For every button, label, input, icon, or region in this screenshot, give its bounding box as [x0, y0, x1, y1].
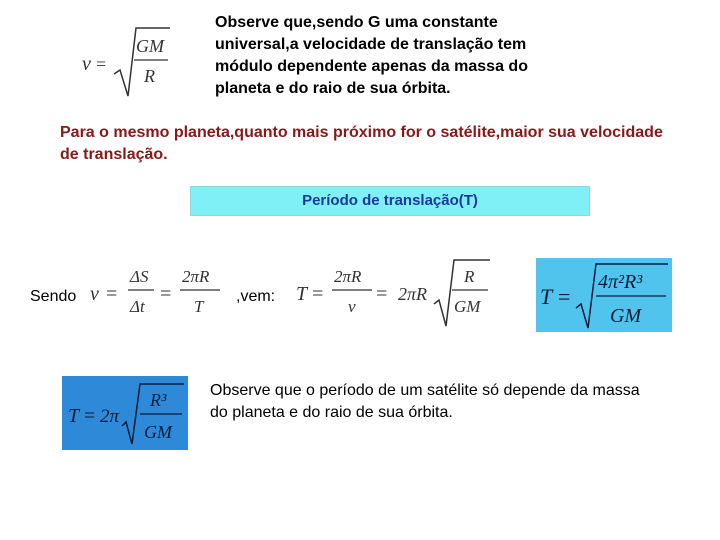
formula-denominator: R	[144, 66, 155, 86]
formula-gm: GM	[144, 422, 172, 442]
formula-two-pi: 2π	[100, 406, 120, 427]
formula-v-symbol: v	[90, 283, 99, 305]
period-simplified-formula-box	[62, 376, 188, 450]
formula-four-pi-squared-r-cubed: 4π²R³	[598, 271, 643, 293]
formula-delta-s: ΔS	[130, 267, 149, 286]
formula-numerator: GM	[136, 36, 164, 56]
paragraph-period-dependence: Observe que o período de um satélite só depende da massa do planeta e do raio de sua órbita.	[210, 382, 640, 421]
formula-two-pi-r: 2πR	[182, 267, 210, 286]
formula-equals: =	[376, 283, 388, 305]
formula-r: R	[464, 267, 475, 286]
period-formula-box	[536, 258, 672, 332]
section-banner-period: Período de translação(T)	[190, 186, 590, 216]
period-formula-graphic	[536, 258, 672, 332]
formula-equals: =	[106, 283, 118, 305]
paragraph-velocity-explanation: Observe que,sendo G uma constante universal,a velocidade de translação tem módulo dependente apenas da massa do planeta e do raio de sua órbita.	[215, 14, 528, 97]
formula-equals: =	[96, 54, 107, 74]
formula-equals: =	[84, 405, 96, 427]
velocity-formula-graphic	[78, 22, 173, 100]
paragraph-closer-satellite: Para o mesmo planeta,quanto mais próximo for o satélite,maior sua velocidade de translação.	[60, 124, 663, 163]
sqrt-sign	[434, 260, 490, 326]
formula-gm: GM	[610, 305, 642, 327]
formula-delta-t: Δt	[130, 297, 145, 316]
formula-period-t: T	[194, 297, 204, 316]
formula-gm: GM	[454, 297, 481, 316]
velocity-formula	[78, 22, 173, 100]
formula-v-symbol: v	[82, 53, 91, 75]
period-simplified-formula-graphic	[62, 376, 188, 450]
label-vem: ,vem:	[236, 288, 276, 305]
formula-v-symbol: v	[348, 297, 356, 316]
velocity-definition-formula	[88, 260, 228, 322]
formula-r-cubed: R³	[150, 390, 167, 410]
formula-equals: =	[312, 283, 324, 305]
label-sendo: Sendo	[30, 288, 77, 305]
period-derivation-formula	[294, 256, 494, 328]
formula-equals: =	[160, 283, 172, 305]
formula-period-t: T	[296, 283, 308, 305]
formula-two-pi-r: 2πR	[334, 267, 362, 286]
formula-two-pi-r: 2πR	[398, 284, 428, 304]
formula-period-t: T	[68, 405, 80, 427]
formula-equals: =	[558, 284, 571, 309]
formula-period-t: T	[540, 284, 553, 309]
